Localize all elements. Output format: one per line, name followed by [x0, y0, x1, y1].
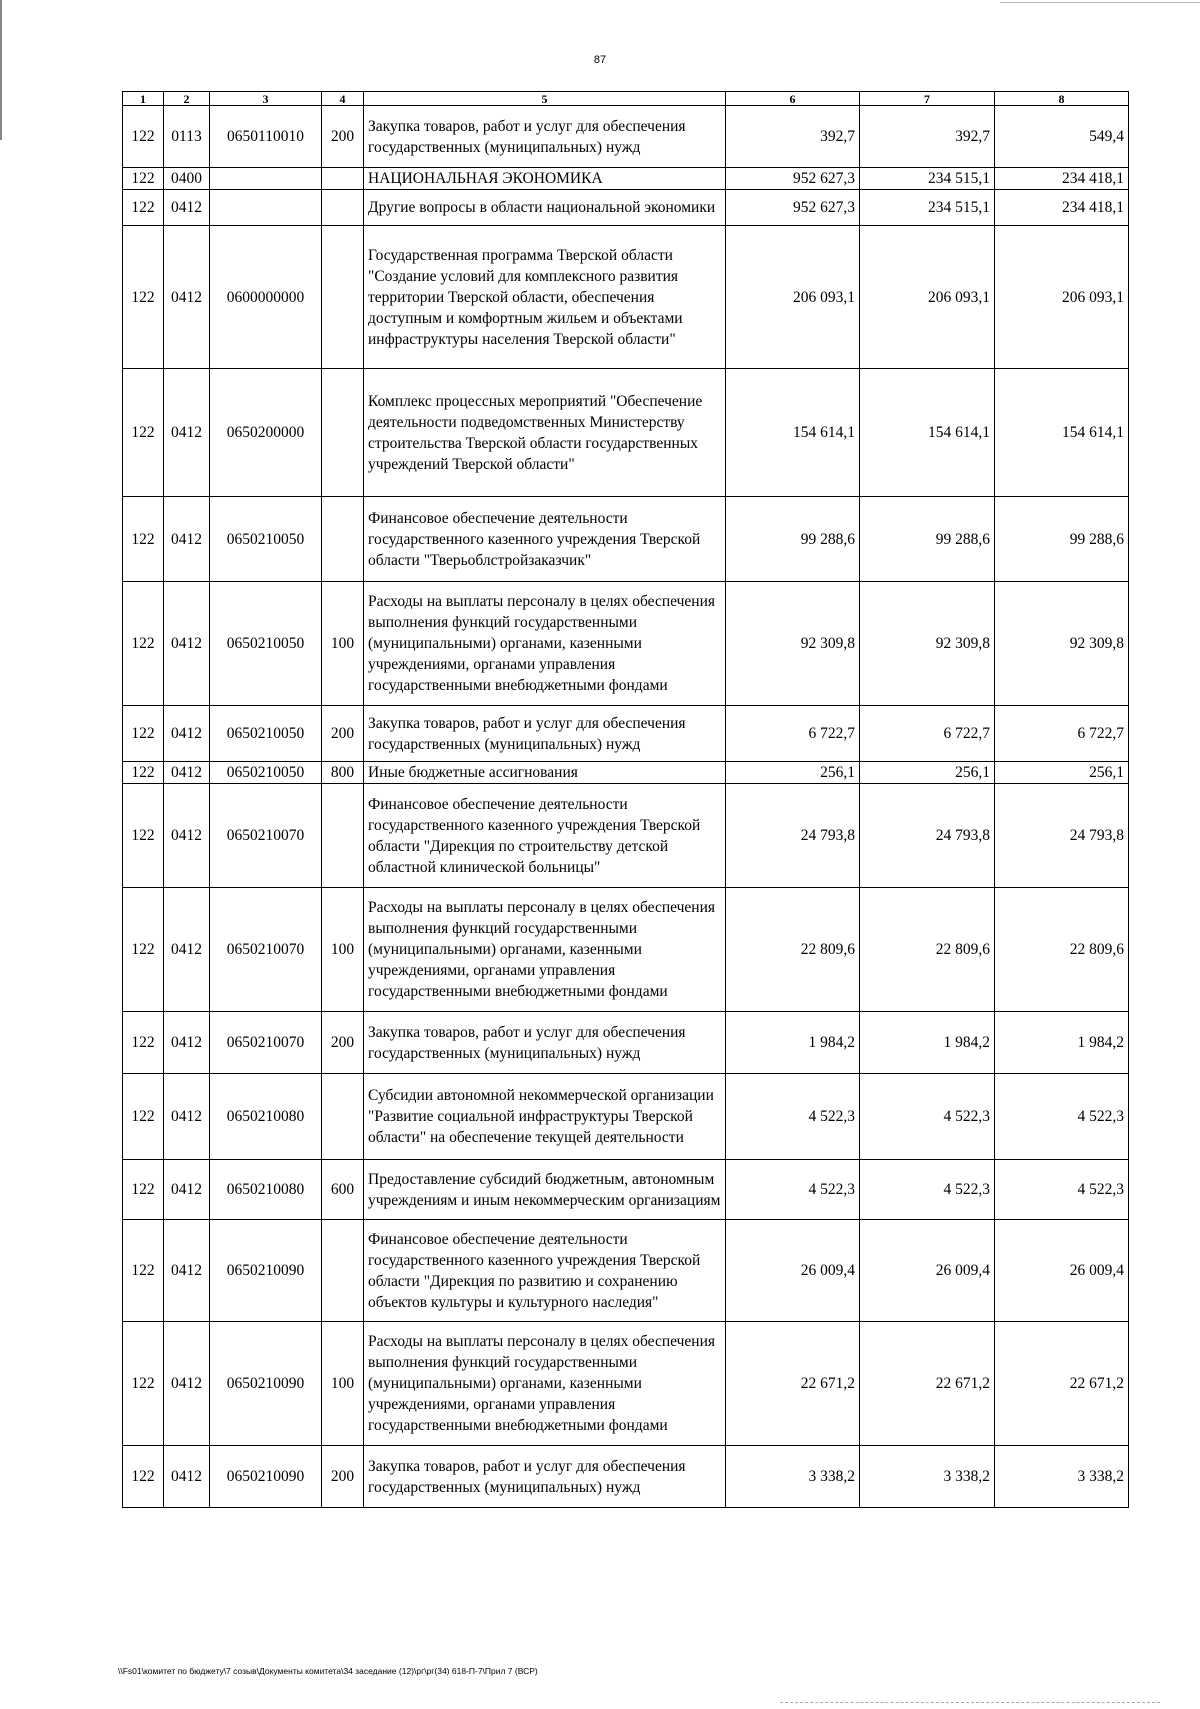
section-code-cell: 0412: [164, 1012, 210, 1074]
item-name-cell: НАЦИОНАЛЬНАЯ ЭКОНОМИКА: [364, 168, 726, 190]
table-row: [123, 226, 1129, 369]
amount-year2-cell: 26 009,4: [860, 1220, 995, 1322]
admin-code-cell: 122: [123, 226, 164, 369]
item-name-cell: Государственная программа Тверской области "Создание условий для комплексного развития территории Тверской области, обеспечения доступным и комфортным жильем и объектами инфраструктуры населения Тверской области": [364, 226, 726, 369]
admin-code-cell: 122: [123, 784, 164, 888]
amount-year2-cell: 256,1: [860, 762, 995, 784]
amount-year2-cell: 4 522,3: [860, 1074, 995, 1160]
table-row: [123, 888, 1129, 1012]
section-code-cell: 0400: [164, 168, 210, 190]
table-row: [123, 190, 1129, 226]
column-header: 4: [322, 92, 364, 106]
section-code-cell: 0412: [164, 784, 210, 888]
expense-type-cell: 100: [322, 1322, 364, 1446]
target-code-cell: 0650210080: [210, 1074, 322, 1160]
target-code-cell: 0650210070: [210, 888, 322, 1012]
amount-year3-cell: 1 984,2: [995, 1012, 1129, 1074]
section-code-cell: 0412: [164, 1322, 210, 1446]
amount-year2-cell: 92 309,8: [860, 582, 995, 706]
amount-year2-cell: 24 793,8: [860, 784, 995, 888]
amount-year3-cell: 6 722,7: [995, 706, 1129, 762]
admin-code-cell: 122: [123, 1322, 164, 1446]
amount-year2-cell: 392,7: [860, 106, 995, 168]
section-code-cell: 0412: [164, 497, 210, 582]
item-name-cell: Закупка товаров, работ и услуг для обеспечения государственных (муниципальных) нужд: [364, 1446, 726, 1508]
table-row: [123, 1446, 1129, 1508]
amount-year3-cell: 4 522,3: [995, 1074, 1129, 1160]
table-row: [123, 706, 1129, 762]
section-code-cell: 0412: [164, 1160, 210, 1220]
amount-year3-cell: 4 522,3: [995, 1160, 1129, 1220]
amount-year2-cell: 1 984,2: [860, 1012, 995, 1074]
admin-code-cell: 122: [123, 168, 164, 190]
amount-year1-cell: 392,7: [726, 106, 860, 168]
item-name-cell: Иные бюджетные ассигнования: [364, 762, 726, 784]
target-code-cell: 0650210050: [210, 762, 322, 784]
amount-year1-cell: 4 522,3: [726, 1074, 860, 1160]
target-code-cell: 0600000000: [210, 226, 322, 369]
amount-year3-cell: 22 809,6: [995, 888, 1129, 1012]
amount-year1-cell: 22 809,6: [726, 888, 860, 1012]
amount-year1-cell: 24 793,8: [726, 784, 860, 888]
expense-type-cell: 600: [322, 1160, 364, 1220]
section-code-cell: 0412: [164, 1220, 210, 1322]
amount-year1-cell: 22 671,2: [726, 1322, 860, 1446]
admin-code-cell: 122: [123, 888, 164, 1012]
item-name-cell: Финансовое обеспечение деятельности государственного казенного учреждения Тверской области "Дирекция по строительству детской областной клинической больницы": [364, 784, 726, 888]
section-code-cell: 0113: [164, 106, 210, 168]
amount-year1-cell: 256,1: [726, 762, 860, 784]
amount-year1-cell: 952 627,3: [726, 190, 860, 226]
scan-edge-line: [1000, 2, 1200, 3]
page-number: 87: [593, 54, 607, 66]
table-row: [123, 106, 1129, 168]
amount-year3-cell: 3 338,2: [995, 1446, 1129, 1508]
amount-year3-cell: 92 309,8: [995, 582, 1129, 706]
expense-type-cell: 200: [322, 1012, 364, 1074]
budget-table: [122, 91, 1129, 1508]
amount-year2-cell: 154 614,1: [860, 369, 995, 497]
target-code-cell: [210, 190, 322, 226]
table-row: [123, 369, 1129, 497]
table-row: [123, 168, 1129, 190]
section-code-cell: 0412: [164, 369, 210, 497]
amount-year3-cell: 24 793,8: [995, 784, 1129, 888]
amount-year1-cell: 3 338,2: [726, 1446, 860, 1508]
table-row: [123, 1074, 1129, 1160]
item-name-cell: Закупка товаров, работ и услуг для обеспечения государственных (муниципальных) нужд: [364, 706, 726, 762]
amount-year1-cell: 99 288,6: [726, 497, 860, 582]
section-code-cell: 0412: [164, 1074, 210, 1160]
amount-year3-cell: 26 009,4: [995, 1220, 1129, 1322]
amount-year3-cell: 154 614,1: [995, 369, 1129, 497]
amount-year2-cell: 99 288,6: [860, 497, 995, 582]
expense-type-cell: 200: [322, 106, 364, 168]
amount-year3-cell: 549,4: [995, 106, 1129, 168]
amount-year3-cell: 99 288,6: [995, 497, 1129, 582]
target-code-cell: [210, 168, 322, 190]
scan-edge-line: [0, 0, 2, 140]
column-header: 8: [995, 92, 1129, 106]
expense-type-cell: 800: [322, 762, 364, 784]
admin-code-cell: 122: [123, 1220, 164, 1322]
target-code-cell: 0650210090: [210, 1446, 322, 1508]
item-name-cell: Комплекс процессных мероприятий "Обеспечение деятельности подведомственных Министерству строительства Тверской области государственных учреждений Тверской области": [364, 369, 726, 497]
expense-type-cell: [322, 168, 364, 190]
section-code-cell: 0412: [164, 1446, 210, 1508]
item-name-cell: Другие вопросы в области национальной экономики: [364, 190, 726, 226]
amount-year3-cell: 206 093,1: [995, 226, 1129, 369]
amount-year2-cell: 206 093,1: [860, 226, 995, 369]
item-name-cell: Закупка товаров, работ и услуг для обеспечения государственных (муниципальных) нужд: [364, 1012, 726, 1074]
expense-type-cell: [322, 1220, 364, 1322]
section-code-cell: 0412: [164, 762, 210, 784]
expense-type-cell: 100: [322, 888, 364, 1012]
section-code-cell: 0412: [164, 582, 210, 706]
target-code-cell: 0650210050: [210, 706, 322, 762]
expense-type-cell: [322, 1074, 364, 1160]
expense-type-cell: 200: [322, 1446, 364, 1508]
target-code-cell: 0650210070: [210, 1012, 322, 1074]
expense-type-cell: [322, 190, 364, 226]
amount-year1-cell: 206 093,1: [726, 226, 860, 369]
table-row: [123, 762, 1129, 784]
section-code-cell: 0412: [164, 888, 210, 1012]
amount-year2-cell: 22 671,2: [860, 1322, 995, 1446]
amount-year3-cell: 234 418,1: [995, 168, 1129, 190]
target-code-cell: 0650200000: [210, 369, 322, 497]
expense-type-cell: 100: [322, 582, 364, 706]
admin-code-cell: 122: [123, 706, 164, 762]
amount-year1-cell: 26 009,4: [726, 1220, 860, 1322]
amount-year2-cell: 6 722,7: [860, 706, 995, 762]
item-name-cell: Финансовое обеспечение деятельности государственного казенного учреждения Тверской области "Тверьоблстройзаказчик": [364, 497, 726, 582]
target-code-cell: 0650210090: [210, 1322, 322, 1446]
table-row: [123, 1012, 1129, 1074]
section-code-cell: 0412: [164, 706, 210, 762]
scan-edge-line: [780, 1702, 1160, 1703]
amount-year1-cell: 1 984,2: [726, 1012, 860, 1074]
admin-code-cell: 122: [123, 106, 164, 168]
amount-year1-cell: 92 309,8: [726, 582, 860, 706]
amount-year2-cell: 3 338,2: [860, 1446, 995, 1508]
amount-year1-cell: 154 614,1: [726, 369, 860, 497]
item-name-cell: Закупка товаров, работ и услуг для обеспечения государственных (муниципальных) нужд: [364, 106, 726, 168]
amount-year2-cell: 22 809,6: [860, 888, 995, 1012]
amount-year3-cell: 256,1: [995, 762, 1129, 784]
item-name-cell: Предоставление субсидий бюджетным, автономным учреждениям и иным некоммерческим организациям: [364, 1160, 726, 1220]
admin-code-cell: 122: [123, 1074, 164, 1160]
item-name-cell: Субсидии автономной некоммерческой организации "Развитие социальной инфраструктуры Тверской области" на обеспечение текущей деятельности: [364, 1074, 726, 1160]
amount-year2-cell: 234 515,1: [860, 168, 995, 190]
table-row: [123, 1322, 1129, 1446]
column-header: 2: [164, 92, 210, 106]
column-header: 5: [364, 92, 726, 106]
table-row: [123, 1220, 1129, 1322]
table-body: [123, 106, 1129, 1508]
target-code-cell: 0650210050: [210, 497, 322, 582]
section-code-cell: 0412: [164, 226, 210, 369]
admin-code-cell: 122: [123, 369, 164, 497]
amount-year2-cell: 4 522,3: [860, 1160, 995, 1220]
expense-type-cell: [322, 497, 364, 582]
table-header-row: [123, 92, 1129, 106]
column-header: 7: [860, 92, 995, 106]
expense-type-cell: 200: [322, 706, 364, 762]
target-code-cell: 0650210070: [210, 784, 322, 888]
item-name-cell: Расходы на выплаты персоналу в целях обеспечения выполнения функций государственными (муниципальными) органами, казенными учреждениями, органами управления государственными внебюджетными фондами: [364, 1322, 726, 1446]
column-header: 6: [726, 92, 860, 106]
target-code-cell: 0650210050: [210, 582, 322, 706]
admin-code-cell: 122: [123, 582, 164, 706]
column-header: 1: [123, 92, 164, 106]
amount-year1-cell: 4 522,3: [726, 1160, 860, 1220]
section-code-cell: 0412: [164, 190, 210, 226]
amount-year3-cell: 22 671,2: [995, 1322, 1129, 1446]
admin-code-cell: 122: [123, 1012, 164, 1074]
item-name-cell: Расходы на выплаты персоналу в целях обеспечения выполнения функций государственными (муниципальными) органами, казенными учреждениями, органами управления государственными внебюджетными фондами: [364, 582, 726, 706]
amount-year2-cell: 234 515,1: [860, 190, 995, 226]
expense-type-cell: [322, 369, 364, 497]
column-header: 3: [210, 92, 322, 106]
table-row: [123, 1160, 1129, 1220]
target-code-cell: 0650210090: [210, 1220, 322, 1322]
admin-code-cell: 122: [123, 1446, 164, 1508]
item-name-cell: Расходы на выплаты персоналу в целях обеспечения выполнения функций государственными (муниципальными) органами, казенными учреждениями, органами управления государственными внебюджетными фондами: [364, 888, 726, 1012]
admin-code-cell: 122: [123, 1160, 164, 1220]
admin-code-cell: 122: [123, 190, 164, 226]
table-row: [123, 497, 1129, 582]
table-row: [123, 582, 1129, 706]
target-code-cell: 0650210080: [210, 1160, 322, 1220]
expense-type-cell: [322, 784, 364, 888]
table-row: [123, 784, 1129, 888]
admin-code-cell: 122: [123, 497, 164, 582]
expense-type-cell: [322, 226, 364, 369]
target-code-cell: 0650110010: [210, 106, 322, 168]
item-name-cell: Финансовое обеспечение деятельности государственного казенного учреждения Тверской области "Дирекция по развитию и сохранению объектов культуры и культурного наследия": [364, 1220, 726, 1322]
amount-year1-cell: 6 722,7: [726, 706, 860, 762]
amount-year1-cell: 952 627,3: [726, 168, 860, 190]
admin-code-cell: 122: [123, 762, 164, 784]
amount-year3-cell: 234 418,1: [995, 190, 1129, 226]
document-file-path: \\Fs01\комитет по бюджету\7 созыв\Документы комитета\34 заседание (12)\рг\рг(34) 618-П-7\Прил 7 (ВСР): [118, 1666, 538, 1676]
